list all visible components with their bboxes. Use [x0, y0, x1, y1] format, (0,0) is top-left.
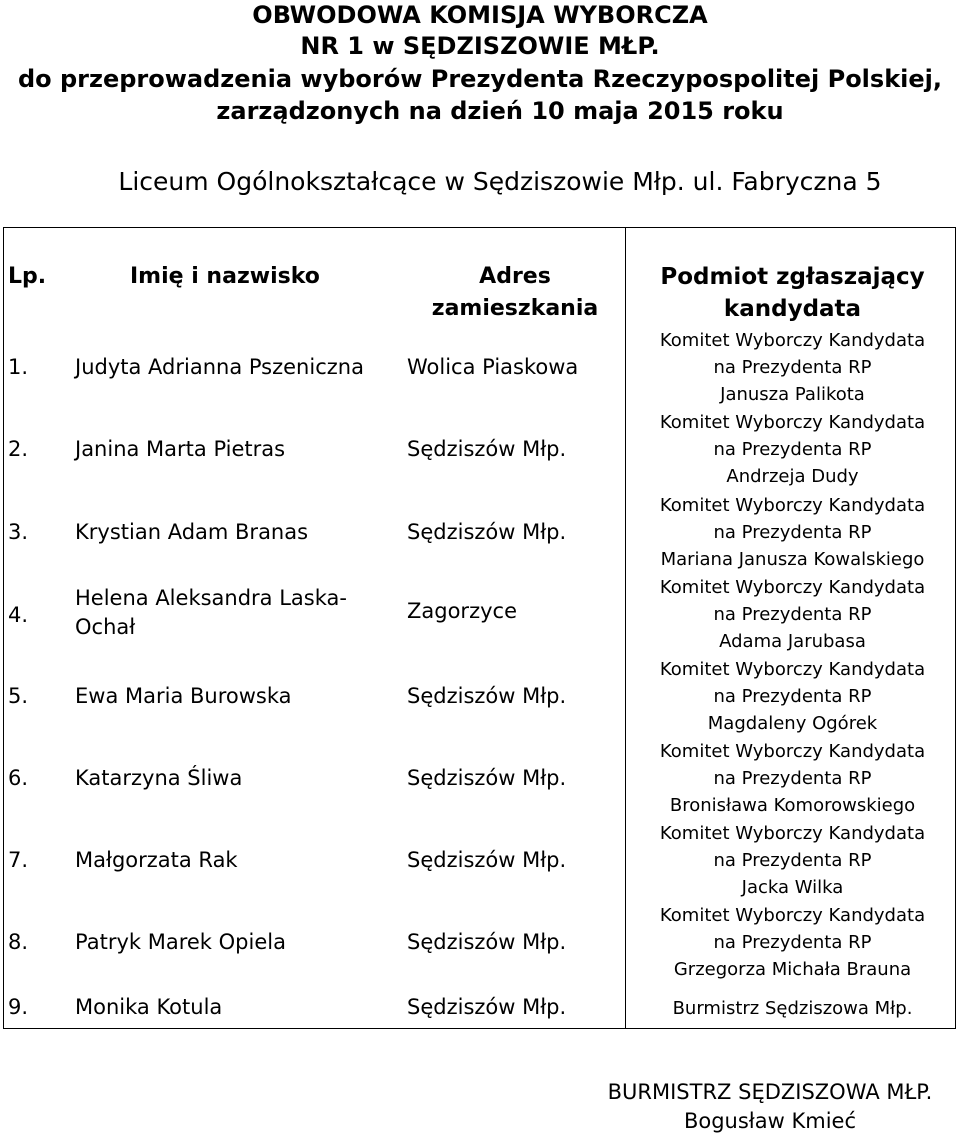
nominating-committee: Komitet Wyborczy Kandydata: [659, 577, 926, 598]
signature-name: Bogusław Kmieć: [683, 1109, 857, 1133]
committee-number: NR 1 w SĘDZISZOWIE MŁP.: [300, 32, 660, 60]
column-header-subject-line2: kandydata: [723, 296, 862, 322]
candidate-name: Jacka Wilka: [741, 877, 844, 898]
member-name: Monika Kotula: [75, 995, 223, 1019]
column-header-subject: Podmiot zgłaszający: [660, 264, 925, 290]
member-name: Patryk Marek Opiela: [75, 930, 286, 954]
row-number: 6.: [8, 766, 29, 790]
member-address: Sędziszów Młp.: [407, 520, 567, 544]
polling-location: Liceum Ogólnokształcące w Sędziszowie Młp. ul. Fabryczna 5: [118, 167, 882, 196]
row-number: 9.: [8, 995, 29, 1019]
table-border-top: [3, 227, 956, 228]
row-number: 5.: [8, 684, 29, 708]
committee-title: OBWODOWA KOMISJA WYBORCZA: [252, 1, 708, 29]
nominating-committee-line2: na Prezydenta RP: [713, 932, 872, 953]
nominating-committee-line2: na Prezydenta RP: [713, 439, 872, 460]
candidate-name: Bronisława Komorowskiego: [669, 795, 916, 816]
nominating-committee: Komitet Wyborczy Kandydata: [659, 412, 926, 433]
nominating-committee: Komitet Wyborczy Kandydata: [659, 823, 926, 844]
nominating-committee-line2: na Prezydenta RP: [713, 686, 872, 707]
candidate-name: Andrzeja Dudy: [726, 466, 859, 487]
table-border-left: [3, 227, 4, 1029]
member-address: Sędziszów Młp.: [407, 766, 567, 790]
row-number: 2.: [8, 437, 29, 461]
member-address: Wolica Piaskowa: [407, 355, 579, 379]
nominating-committee: Burmistrz Sędziszowa Młp.: [672, 998, 913, 1019]
row-number: 1.: [8, 355, 29, 379]
column-header-address-line2: zamieszkania: [431, 296, 599, 321]
member-name: Ewa Maria Burowska: [75, 684, 292, 708]
candidate-name: Mariana Janusza Kowalskiego: [660, 549, 925, 570]
column-header-lp: Lp.: [8, 264, 47, 289]
member-name-line2: Ochał: [75, 615, 136, 639]
column-header-address: Adres: [479, 264, 551, 289]
row-number: 7.: [8, 848, 29, 872]
candidate-name: Adama Jarubasa: [719, 631, 866, 652]
member-address: Sędziszów Młp.: [407, 437, 567, 461]
row-number: 3.: [8, 520, 29, 544]
member-address: Sędziszów Młp.: [407, 995, 567, 1019]
nominating-committee-line2: na Prezydenta RP: [713, 522, 872, 543]
member-name: Judyta Adrianna Pszeniczna: [75, 355, 364, 379]
candidate-name: Grzegorza Michała Brauna: [673, 959, 912, 980]
member-address: Sędziszów Młp.: [407, 684, 567, 708]
member-address: Sędziszów Młp.: [407, 848, 567, 872]
nominating-committee: Komitet Wyborczy Kandydata: [659, 330, 926, 351]
member-address: Sędziszów Młp.: [407, 930, 567, 954]
member-name: Krystian Adam Branas: [75, 520, 309, 544]
nominating-committee-line2: na Prezydenta RP: [713, 850, 872, 871]
member-address: Zagorzyce: [407, 599, 517, 623]
nominating-committee: Komitet Wyborczy Kandydata: [659, 905, 926, 926]
nominating-committee: Komitet Wyborczy Kandydata: [659, 741, 926, 762]
nominating-committee-line2: na Prezydenta RP: [713, 768, 872, 789]
member-name: Katarzyna Śliwa: [75, 766, 243, 790]
member-name: Helena Aleksandra Laska-: [75, 586, 347, 610]
table-border-right: [955, 227, 956, 1029]
member-name: Janina Marta Pietras: [75, 437, 286, 461]
candidate-name: Janusza Palikota: [720, 384, 865, 405]
nominating-committee: Komitet Wyborczy Kandydata: [659, 495, 926, 516]
nominating-committee-line2: na Prezydenta RP: [713, 604, 872, 625]
row-number: 4.: [8, 603, 29, 627]
member-name: Małgorzata Rak: [75, 848, 238, 872]
table-border-bottom: [3, 1028, 956, 1029]
nominating-committee-line2: na Prezydenta RP: [713, 357, 872, 378]
candidate-name: Magdaleny Ogórek: [707, 713, 878, 734]
election-date: zarządzonych na dzień 10 maja 2015 roku: [216, 97, 784, 125]
nominating-committee: Komitet Wyborczy Kandydata: [659, 659, 926, 680]
row-number: 8.: [8, 930, 29, 954]
signature-title: BURMISTRZ SĘDZISZOWA MŁP.: [607, 1080, 933, 1104]
table-column-divider: [625, 227, 626, 1029]
election-purpose: do przeprowadzenia wyborów Prezydenta Rzeczypospolitej Polskiej,: [17, 65, 943, 93]
column-header-name: Imię i nazwisko: [130, 264, 320, 289]
